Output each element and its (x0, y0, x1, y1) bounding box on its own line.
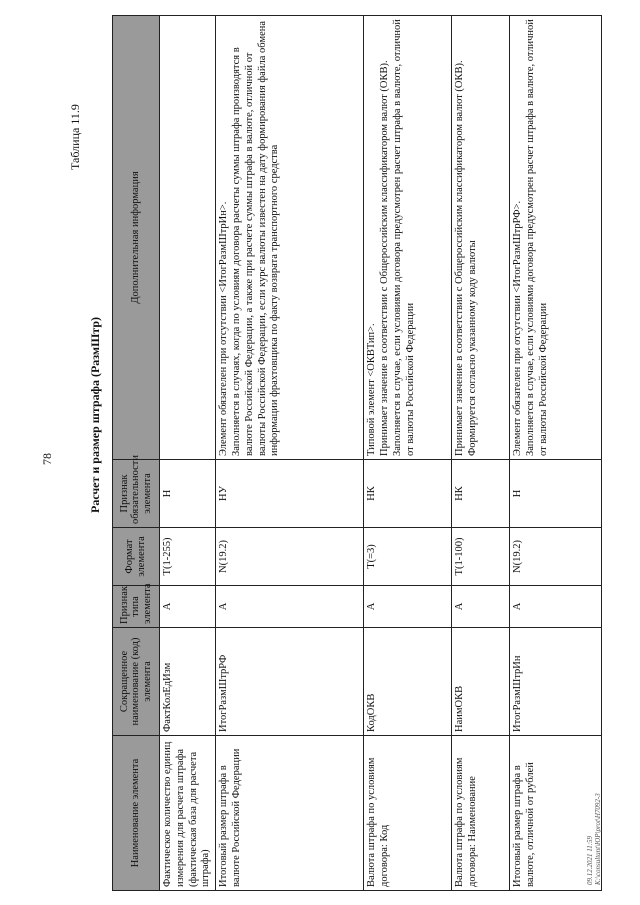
table-label: Таблица 11.9 (68, 104, 82, 170)
table-header-row (113, 16, 160, 891)
info-line: Типовой элемент <ОКВТип>. (366, 323, 378, 456)
cell-required: НК (364, 460, 452, 528)
table-row (364, 16, 452, 891)
cell-format: T(1-100) (452, 528, 510, 586)
cell-format: T(1-255) (160, 528, 216, 586)
cell-required: Н (160, 460, 216, 528)
cell-info (160, 16, 216, 460)
cell-format: N(19.2) (510, 528, 602, 586)
info-line: Элемент обязателен при отсутствии <ИтогРазмШтрРФ>. (512, 200, 524, 456)
info-line: Принимает значение в соответствии с Общероссийским классификатором валют (ОКВ). (454, 60, 466, 456)
cell-name: Фактическое количество единиц измерения для расчета штрафа (фактическая база для расчета штрафа) (160, 736, 216, 891)
cell-name: Итоговый размер штрафа в валюте Российской Федерации (216, 736, 364, 891)
header-code: Сокращенное наименование (код) элемента (113, 628, 160, 736)
cell-type: А (510, 586, 602, 628)
header-required: Признак обязательности элемента (113, 460, 160, 528)
cell-name: Валюта штрафа по условиям договора: Код (364, 736, 452, 891)
table-row (160, 16, 216, 891)
info-line: Заполняется в случаях, когда по условиям договора расчеты суммы штрафа производятся в валюте Российской Федерации, а также при расчете суммы штрафа в валюте, отличной от валюты Российской Федерации, если курс валюты известен на дату формирования файла обмена информации фрахтовщика по факту возврата транспортного средства (230, 20, 281, 456)
header-name: Наименование элемента (113, 736, 160, 891)
cell-info (452, 16, 510, 460)
info-line: Формируется согласно указанному коду валюты (466, 240, 478, 456)
cell-name: Валюта штрафа по условиям договора: Наименование (452, 736, 510, 891)
cell-name: Итоговый размер штрафа в валюте, отличной от рублей (510, 736, 602, 891)
cell-type: А (452, 586, 510, 628)
table-row (452, 16, 510, 891)
header-format: Формат элемента (113, 528, 160, 586)
header-type: Признак типа элемента (113, 586, 160, 628)
cell-code: НаимОКВ (452, 628, 510, 736)
page-number: 78 (40, 453, 54, 465)
print-stamp (586, 793, 603, 885)
print-stamp-path: К:\consultant\ЮР\prot\Н7092-3 (594, 793, 603, 885)
cell-type: А (364, 586, 452, 628)
spec-table (112, 15, 602, 891)
cell-code: ФактКолЕдИзм (160, 628, 216, 736)
info-line: Заполняется в случае, если условиями договора предусмотрен расчет штрафа в валюте, отличной от валюты Российской Федерации (391, 19, 416, 456)
header-info: Дополнительная информация (113, 16, 160, 460)
cell-info (364, 16, 452, 460)
cell-info (510, 16, 602, 460)
cell-required: Н (510, 460, 602, 528)
info-line: Заполняется в случае, если условиями договора предусмотрен расчет штрафа в валюте, отличной от валюты Российской Федерации (524, 19, 549, 456)
cell-format: N(19.2) (216, 528, 364, 586)
table-row (510, 16, 602, 891)
cell-required: НУ (216, 460, 364, 528)
cell-info (216, 16, 364, 460)
cell-type: А (160, 586, 216, 628)
cell-format: T(=3) (364, 528, 452, 586)
cell-code: ИтогРазмШтрРФ (216, 628, 364, 736)
cell-code: ИтогРазмШтрИн (510, 628, 602, 736)
table-title: Расчет и размер штрафа (РазмШтр) (88, 317, 102, 514)
cell-code: КодОКВ (364, 628, 452, 736)
info-line: Принимает значение в соответствии с Общероссийским классификатором валют (ОКВ). (378, 60, 390, 456)
table-row (216, 16, 364, 891)
cell-required: НК (452, 460, 510, 528)
info-line: Элемент обязателен при отсутствии <ИтогРазмШтрИн>. (218, 201, 230, 456)
print-stamp-date: 09.12.2021 11:59 (586, 835, 594, 885)
cell-type: А (216, 586, 364, 628)
